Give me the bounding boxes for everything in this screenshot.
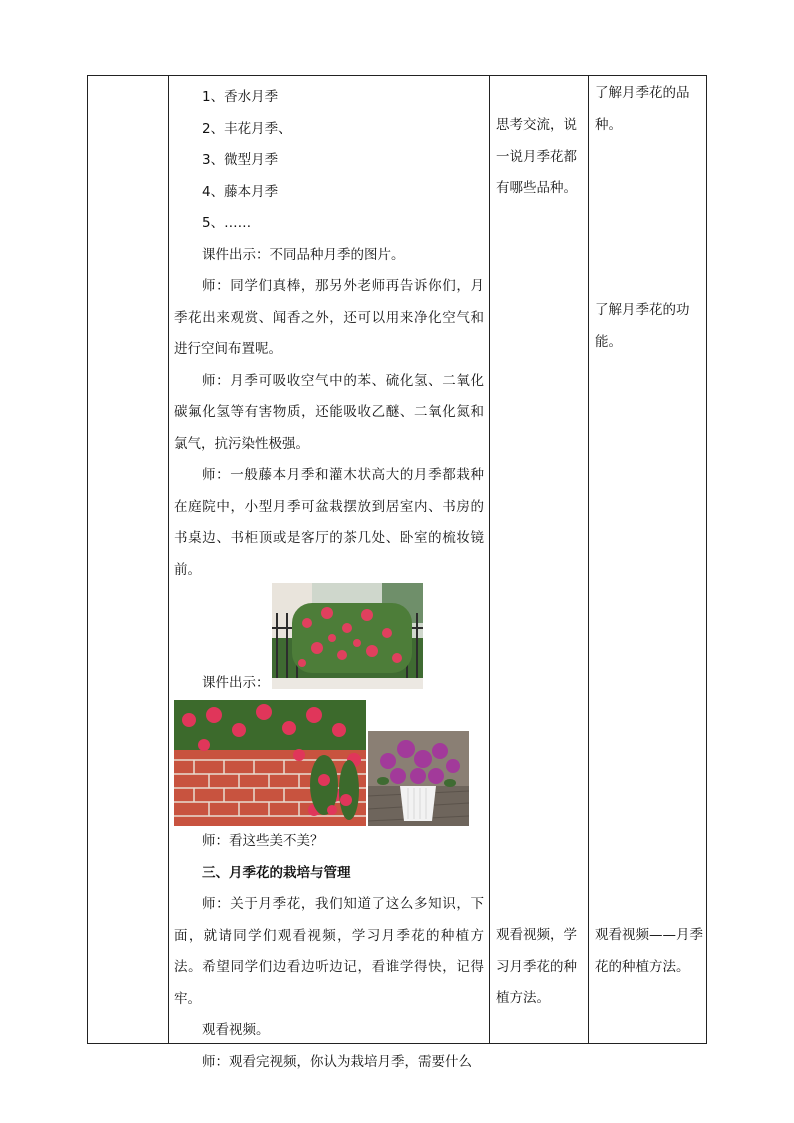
- teacher-paragraph: 师：关于月季花，我们知道了这么多知识，下面，就请同学们观看视频，学习月季花的种植方法。希望同学们边看边听边记，看谁学得快，记得牢。: [174, 896, 484, 1007]
- teacher-paragraph: 师：观看完视频，你认为栽培月季，需要什么: [202, 1053, 472, 1070]
- student-activity-2: 观看视频，学习月季花的种植方法。: [496, 927, 577, 1006]
- variety-item-3: 3、微型月季: [202, 152, 279, 168]
- lower-content: [174, 826, 490, 1078]
- watch-video-line: 观看视频。: [202, 1022, 270, 1038]
- goal-2: 了解月季花的功能。: [595, 302, 690, 350]
- rose-fence-photo: [272, 583, 423, 689]
- goal-1: 了解月季花的品种。: [595, 85, 690, 133]
- variety-item-2: 2、丰花月季、: [202, 120, 292, 137]
- lesson-table: [87, 75, 707, 1070]
- teacher-paragraph: 师：月季可吸收空气中的苯、硫化氢、二氧化碳氟化氢等有害物质，还能吸收乙醚、二氧化氮和氯气，抗污染性极强。: [174, 372, 484, 452]
- student-activity-1: 思考交流，说一说月季花都有哪些品种。: [496, 117, 577, 196]
- question-line: 师：看这些美不美？: [202, 833, 324, 849]
- rose-vase-photo: [368, 731, 469, 826]
- teacher-paragraph: 师：一般藤本月季和灌木状高大的月季都栽种在庭院中，小型月季可盆栽摆放到居室内、书房的书桌边、书柜顶或是客厅的茶几处、卧室的梳妆镜前。: [174, 467, 484, 578]
- courseware-label: 课件出示：: [202, 675, 270, 691]
- teacher-paragraph: 师：同学们真棒，那另外老师再告诉你们，月季花出来观赏、闻香之外，还可以用来净化空气和进行空间布置呢。: [174, 278, 484, 357]
- goal-3: 观看视频——月季花的种植方法。: [595, 927, 703, 975]
- courseware-note: 课件出示：不同品种月季的图片。: [202, 246, 405, 263]
- variety-item-4: 4、藤本月季: [202, 183, 279, 200]
- rose-brick-wall-photo: [174, 700, 366, 826]
- variety-item-5: 5、……: [202, 215, 252, 231]
- column-divider: [588, 76, 589, 1043]
- section-heading: 三、月季花的栽培与管理: [202, 864, 351, 881]
- variety-item-1: 1、香水月季: [202, 89, 279, 105]
